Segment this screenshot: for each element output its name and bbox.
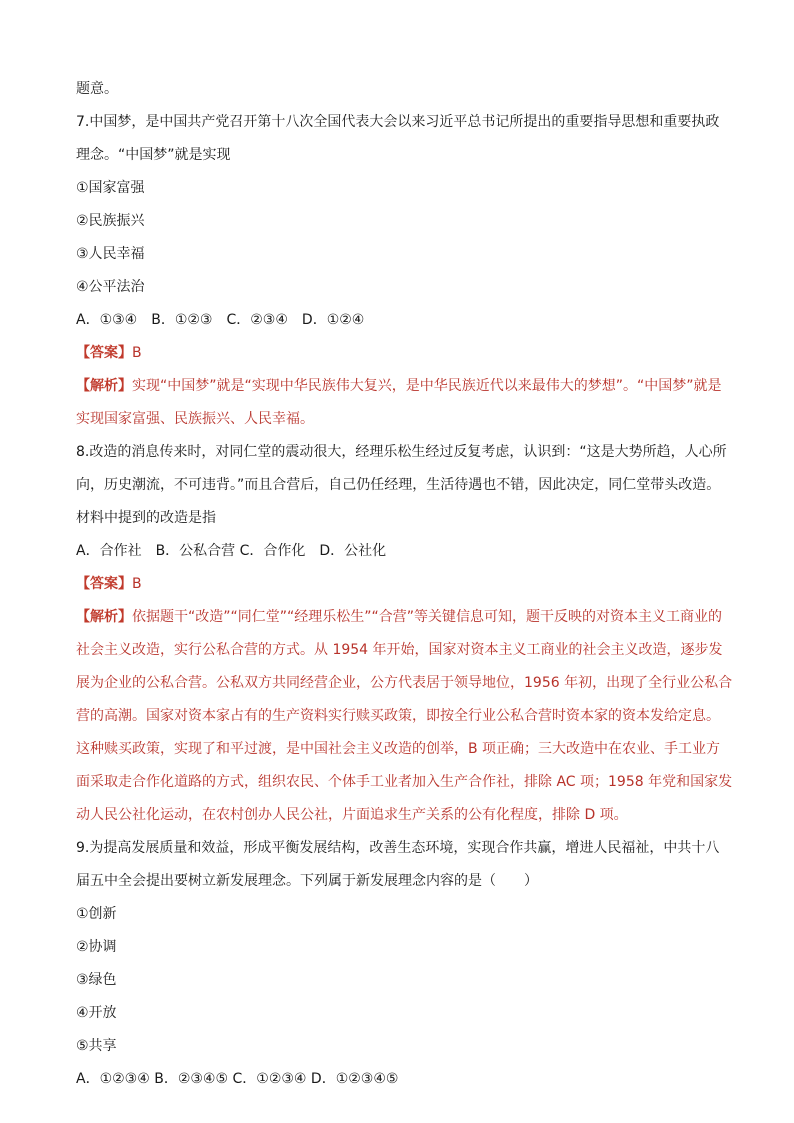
q8-choices: A．合作社 B．公私合营 C．合作化 D．公社化 (76, 543, 387, 559)
answer-value: B (132, 576, 142, 592)
answer-tag: 【答案】 (76, 345, 132, 361)
explanation-tag: 【解析】 (76, 378, 132, 394)
q8-explanation-line-5: 这种赎买政策，实现了和平过渡，是中国社会主义改造的创举，B 项正确；三大改造中在农业、手工业方 (76, 741, 721, 757)
q9-option-2: ②协调 (76, 939, 117, 955)
q7-option-2: ②民族振兴 (76, 213, 145, 229)
q8-stem-line-1: 8.改造的消息传来时，对同仁堂的震动很大，经理乐松生经过反复考虑，认识到：“这是大势所趋，人心所 (76, 444, 727, 460)
answer-tag: 【答案】 (76, 576, 132, 592)
q7-explanation-line-1 (76, 377, 722, 395)
q8-explanation-line-1 (76, 608, 722, 626)
q9-choices: A．①②③④ B．②③④⑤ C．①②③④ D．①②③④⑤ (76, 1071, 399, 1087)
q7-option-1: ①国家富强 (76, 180, 145, 196)
q9-option-1: ①创新 (76, 906, 117, 922)
q9-option-3: ③绿色 (76, 972, 117, 988)
q7-option-3: ③人民幸福 (76, 246, 145, 262)
q9-option-4: ④开放 (76, 1005, 117, 1021)
q8-answer (76, 575, 142, 593)
q7-stem-line-2: 理念。“中国梦”就是实现 (76, 147, 231, 163)
q8-explanation-line-7: 动人民公社化运动，在农村创办人民公社，片面追求生产关系的公有化程度，排除 D 项。 (76, 807, 628, 823)
q7-option-4: ④公平法治 (76, 279, 145, 295)
answer-value: B (132, 345, 142, 361)
explanation-text: 实现“中国梦”就是“实现中华民族伟大复兴，是中华民族近代以来最伟大的梦想”。“中国梦”就是 (132, 378, 722, 394)
prev-explanation-tail: 题意。 (76, 81, 118, 97)
q9-stem-line-2: 届五中全会提出要树立新发展理念。下列属于新发展理念内容的是（ ） (76, 873, 538, 889)
q7-stem-line-1: 7.中国梦，是中国共产党召开第十八次全国代表大会以来习近平总书记所提出的重要指导思想和重要执政 (76, 114, 720, 130)
q7-choices: A．①③④ B．①②③ C．②③④ D．①②④ (76, 312, 365, 328)
q8-explanation-line-4: 营的高潮。国家对资本家占有的生产资料实行赎买政策，即按全行业公私合营时资本家的资本发给定息。 (76, 708, 720, 724)
q8-explanation-line-2: 社会主义改造，实行公私合营的方式。从 1954 年开始，国家对资本主义工商业的社会主义改造，逐步发 (76, 642, 723, 658)
q8-stem-line-2: 向，历史潮流，不可违背。”而且合营后，自己仍任经理，生活待遇也不错，因此决定，同仁堂带头改造。 (76, 477, 721, 493)
q8-explanation-line-6: 面采取走合作化道路的方式，组织农民、个体手工业者加入生产合作社，排除 AC 项；1958 年党和国家发 (76, 774, 733, 790)
q8-explanation-line-3: 展为企业的公私合营。公私双方共同经营企业，公方代表居于领导地位，1956 年初，出现了全行业公私合 (76, 675, 733, 691)
explanation-tag: 【解析】 (76, 609, 132, 625)
explanation-text: 依据题干“改造”“同仁堂”“经理乐松生”“合营”等关键信息可知，题干反映的对资本主义工商业的 (132, 609, 723, 625)
q9-option-5: ⑤共享 (76, 1038, 117, 1054)
q7-answer (76, 344, 142, 362)
q7-explanation-line-2: 实现国家富强、民族振兴、人民幸福。 (76, 411, 314, 427)
q9-stem-line-1: 9.为提高发展质量和效益，形成平衡发展结构，改善生态环境，实现合作共赢，增进人民福祉，中共十八 (76, 840, 720, 856)
q8-stem-line-3: 材料中提到的改造是指 (76, 510, 216, 526)
